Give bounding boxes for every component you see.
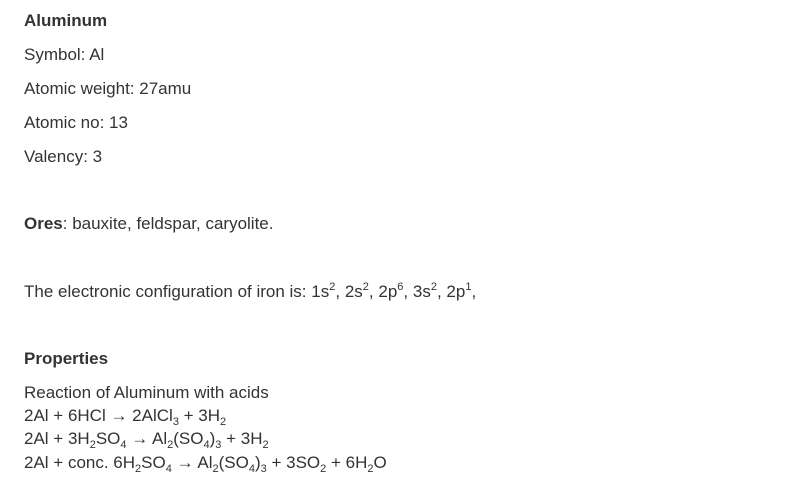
orbital-exponent: 2	[329, 281, 336, 293]
equation-text: SO	[141, 453, 166, 472]
equation-text: 2Al + 3H	[24, 429, 90, 448]
subscript: 4	[203, 439, 210, 451]
orbital-exponent: 2	[430, 281, 437, 293]
orbital-term: 2p	[378, 282, 398, 301]
orbital-exponent: 6	[397, 281, 404, 293]
orbital-exponent: 2	[362, 281, 369, 293]
orbital-list	[311, 282, 476, 301]
subscript: 3	[260, 463, 267, 475]
equation-text: (SO	[218, 453, 249, 472]
subscript: 2	[167, 439, 174, 451]
equation-text: 2Al + conc. 6H	[24, 453, 136, 472]
subscript: 2	[135, 463, 142, 475]
orbital-term: 2s	[344, 282, 363, 301]
equation-text: SO	[95, 429, 121, 448]
equation-text: → Al	[126, 429, 168, 448]
properties-heading: Properties	[24, 349, 109, 368]
equation-text: )	[209, 429, 216, 448]
orbital-exponent: 1	[465, 281, 472, 293]
subscript: 2	[212, 463, 219, 475]
subscript: 2	[262, 439, 269, 451]
equation-text: O	[373, 453, 387, 472]
orbital-separator: ,	[403, 282, 413, 301]
orbital-term: 2p	[446, 282, 466, 301]
element-title: Aluminum	[24, 11, 108, 30]
subscript: 4	[248, 463, 255, 475]
orbital-separator: ,	[471, 282, 477, 301]
subscript: 2	[89, 439, 96, 451]
electronic-configuration-line	[24, 282, 476, 302]
subscript: 4	[120, 439, 127, 451]
equation-text: + 3SO	[266, 453, 321, 472]
orbital-separator: ,	[335, 282, 345, 301]
equation-text: + 6H	[326, 453, 368, 472]
reaction-equation-3	[24, 453, 387, 473]
reaction-equation-2	[24, 429, 269, 449]
config-prefix: The electronic configuration of iron is:	[24, 282, 312, 301]
ores-line	[24, 214, 273, 234]
symbol-line: Symbol: Al	[24, 45, 105, 64]
reaction-equation-1	[24, 406, 226, 426]
atomic-weight-line: Atomic weight: 27amu	[24, 79, 192, 98]
equation-text: + 3H	[178, 406, 221, 425]
orbital-term: 1s	[311, 282, 330, 301]
equation-text: → Al	[171, 453, 213, 472]
subscript: 2	[220, 416, 227, 428]
equation-text: (SO	[173, 429, 204, 448]
equation-text: )	[254, 453, 261, 472]
subscript: 3	[215, 439, 222, 451]
orbital-separator: ,	[368, 282, 379, 301]
atomic-number-line: Atomic no: 13	[24, 113, 128, 132]
orbital-term: 3s	[412, 282, 431, 301]
ores-text: : bauxite, feldspar, caryolite.	[62, 214, 274, 233]
subscript: 2	[320, 463, 327, 475]
equation-text: + 3H	[221, 429, 263, 448]
subscript: 2	[367, 463, 374, 475]
subscript: 3	[172, 416, 179, 428]
orbital-separator: ,	[436, 282, 447, 301]
ores-label: Ores	[24, 214, 63, 233]
equation-text: 2Al + 6HCl → 2AlCl	[24, 406, 173, 425]
valency-line: Valency: 3	[24, 147, 103, 166]
reaction-subtitle: Reaction of Aluminum with acids	[24, 383, 269, 402]
subscript: 4	[165, 463, 172, 475]
